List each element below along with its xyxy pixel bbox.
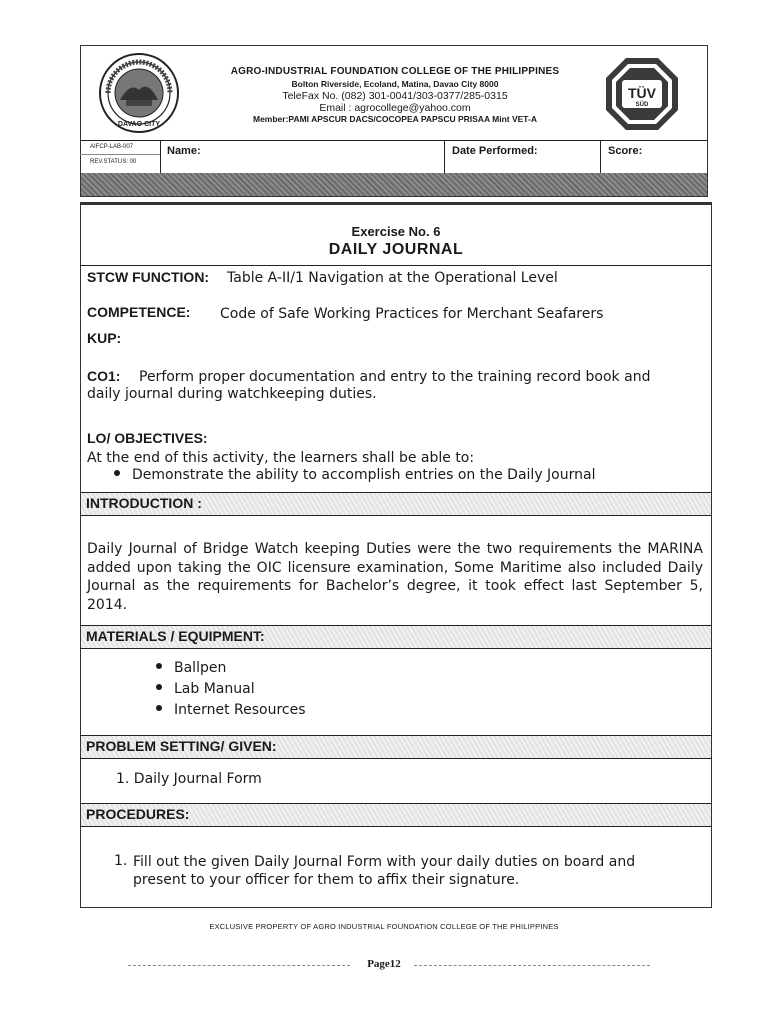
info-row-top-border [80,140,708,141]
date-performed-label: Date Performed: [452,145,538,157]
competence-value: Code of Safe Working Practices for Merchant Seafarers [220,306,604,322]
co1-label: CO1: [87,368,121,384]
institution-telefax: TeleFax No. (082) 301-0041/303-0377/285-0315 [282,90,508,102]
sud-logo-text: SÜD [635,102,649,108]
procedure-text-line2: present to your officer for them to affix their signature. [133,872,520,888]
info-divider-2 [444,140,445,173]
bullet-icon [156,684,162,690]
stcw-function-value: Table A-II/1 Navigation at the Operational Level [227,270,558,286]
bullet-icon [156,705,162,711]
procedures-label: PROCEDURES: [86,806,190,822]
objective-item: Demonstrate the ability to accomplish entries on the Daily Journal [114,467,595,483]
institution-membership: Member:PAMI APSCUR DACS/COCOPEA PAPSCU PRISAA Mint VET-A [253,114,537,124]
introduction-text: Daily Journal of Bridge Watch keeping Duties were the two requirements the MARINA added upon taking the OIC licensure examination, Some Maritime also included Daily Journal as the requirements for Bachelor’s degree, it took effect last September 5, 2014. [87,541,703,613]
name-label: Name: [167,145,201,157]
score-label: Score: [608,145,643,157]
rev-status: REV.STATUS: 00 [90,159,137,165]
material-item-ballpen: Ballpen [156,660,226,676]
co1-text-line2: daily journal during watchkeeping duties. [87,386,377,402]
co1-text-line1: Perform proper documentation and entry to the training record book and [139,369,651,385]
material-item-lab-manual: Lab Manual [156,681,255,697]
tuv-logo-text: TÜV [628,85,656,101]
exercise-title: DAILY JOURNAL [328,241,464,258]
problem-bottom-border [80,758,712,759]
footer-property-notice: EXCLUSIVE PROPERTY OF AGRO INDUSTRIAL FOUNDATION COLLEGE OF THE PHILIPPINES [209,922,559,931]
info-divider-1 [160,140,161,173]
intro-bottom-border [80,515,712,516]
doc-code: AIFCP-LAB-007 [90,144,134,150]
institution-name: AGRO-INDUSTRIAL FOUNDATION COLLEGE OF THE PHILIPPINES [230,66,560,77]
exercise-number: Exercise No. 6 [351,224,441,239]
problem-setting-label: PROBLEM SETTING/ GIVEN: [86,738,277,754]
materials-bottom-border [80,648,712,649]
bullet-icon [156,663,162,669]
kup-label: KUP: [87,330,122,346]
page-number: Page12 [367,958,401,970]
stcw-function-label: STCW FUNCTION: [87,269,210,285]
doc-code-divider [80,154,160,155]
procedures-bottom-border [80,826,712,827]
seal-city-text: DAVAO CITY [117,121,161,128]
procedure-text-line1: Fill out the given Daily Journal Form with your daily duties on board and [133,854,636,870]
bullet-icon [114,470,120,476]
introduction-label: INTRODUCTION : [86,495,202,511]
footer-dash-right [414,965,650,966]
objectives-label: LO/ OBJECTIVES: [87,430,208,446]
competence-label: COMPETENCE: [87,304,191,320]
materials-label: MATERIALS / EQUIPMENT: [86,628,265,644]
institution-email: Email : agrocollege@yahoo.com [319,102,471,114]
procedure-number: 1. [114,853,128,869]
tuv-sud-logo-icon [604,56,680,132]
objectives-intro: At the end of this activity, the learners shall be able to: [87,450,475,466]
info-divider-3 [600,140,601,173]
problem-item: 1. Daily Journal Form [116,771,262,787]
material-item-internet: Internet Resources [156,702,306,718]
college-seal-icon [98,52,180,134]
header-shaded-band [81,173,707,196]
title-divider [80,265,712,266]
institution-address: Bolton Riverside, Ecoland, Matina, Davao City 8000 [291,79,499,89]
